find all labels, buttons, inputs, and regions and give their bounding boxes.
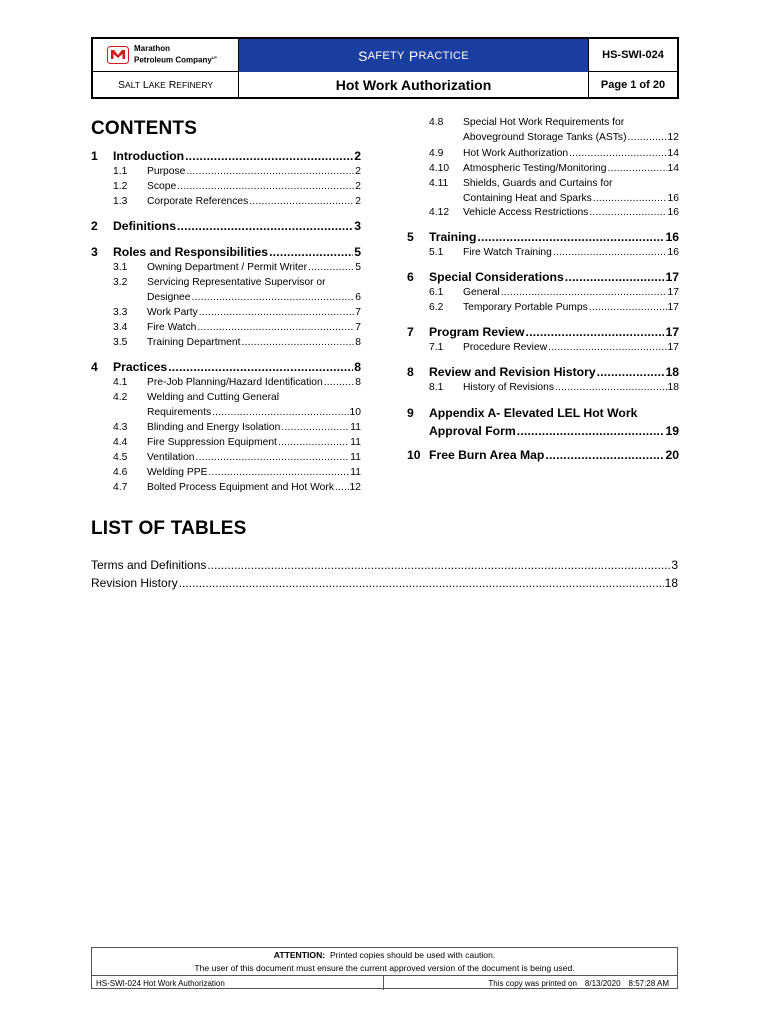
toc-leader xyxy=(597,365,665,379)
company-name xyxy=(134,45,217,65)
toc-leader xyxy=(593,193,667,204)
toc-page: 12 xyxy=(349,482,361,493)
toc-page: 18 xyxy=(667,382,679,393)
toc-subsection[interactable] xyxy=(429,342,679,353)
toc-number: 1.1 xyxy=(113,166,128,177)
toc-page: 17 xyxy=(665,325,679,339)
attention-notice-line2: The user of this document must ensure the current approved version of the document is being used. xyxy=(194,963,575,973)
toc-subsection[interactable] xyxy=(113,166,361,177)
toc-page: 2 xyxy=(354,149,361,163)
toc-page: 7 xyxy=(355,322,361,333)
toc-subsection[interactable] xyxy=(113,307,361,318)
toc-page: 3 xyxy=(354,219,361,233)
toc-page: 2 xyxy=(355,181,361,192)
toc-number: 1 xyxy=(91,149,98,163)
toc-number: 3.4 xyxy=(113,322,128,333)
document-footer xyxy=(91,947,678,989)
toc-leader xyxy=(565,270,665,284)
toc-number: 1.2 xyxy=(113,181,128,192)
toc-number: 8.1 xyxy=(429,382,444,393)
footer-doc-ref: HS-SWI-024 Hot Work Authorization xyxy=(92,976,384,990)
toc-leader xyxy=(199,307,355,318)
toc-title: Bolted Process Equipment and Hot Work xyxy=(147,482,334,493)
toc-title: Aboveground Storage Tanks (ASTs) xyxy=(463,132,627,143)
site-name: S ALT L AKE R EFINERY xyxy=(93,72,239,97)
toc-leader xyxy=(196,452,350,463)
toc-section[interactable] xyxy=(407,424,679,438)
toc-leader xyxy=(548,342,666,353)
toc-page: 16 xyxy=(667,247,679,258)
toc-subsection[interactable] xyxy=(113,452,361,463)
toc-subsection[interactable] xyxy=(429,148,679,159)
toc-number: 6 xyxy=(407,270,414,284)
page-number: Page 1 of 20 xyxy=(600,78,666,91)
toc-title: Containing Heat and Sparks xyxy=(463,193,592,204)
toc-title: Work Party xyxy=(147,307,198,318)
toc-page: 14 xyxy=(667,148,679,159)
toc-leader xyxy=(269,245,353,259)
table-entry[interactable] xyxy=(91,558,678,572)
toc-leader xyxy=(197,322,354,333)
toc-leader xyxy=(212,407,348,418)
toc-title: Vehicle Access Restrictions xyxy=(463,207,589,218)
toc-number: 8 xyxy=(407,365,414,379)
toc-leader xyxy=(553,247,667,258)
marathon-logo-icon xyxy=(107,46,129,64)
toc-leader xyxy=(569,148,666,159)
toc-leader xyxy=(278,437,349,448)
toc-number: 4.3 xyxy=(113,422,128,433)
toc-leader xyxy=(607,163,666,174)
toc-leader xyxy=(477,230,664,244)
toc-leader xyxy=(517,424,665,438)
toc-leader xyxy=(545,448,664,462)
toc-page: 16 xyxy=(667,207,679,218)
toc-section[interactable] xyxy=(407,365,679,379)
toc-number: 3.1 xyxy=(113,262,128,273)
table-entry-page: 18 xyxy=(664,576,678,590)
toc-number: 4.4 xyxy=(113,437,128,448)
toc-number: 4.11 xyxy=(429,178,449,189)
toc-number: 3 xyxy=(91,245,98,259)
toc-number: 4.6 xyxy=(113,467,128,478)
toc-number: 3.2 xyxy=(113,277,128,288)
safety-practice-title: S AFETY P RACTICE xyxy=(239,39,589,72)
toc-page: 8 xyxy=(355,377,361,388)
toc-page: 14 xyxy=(667,163,679,174)
toc-page: 7 xyxy=(355,307,361,318)
toc-section[interactable] xyxy=(91,245,361,259)
toc-number: 1.3 xyxy=(113,196,128,207)
toc-subsection[interactable] xyxy=(113,377,361,388)
toc-subsection[interactable] xyxy=(113,482,361,493)
toc-title: Training Department xyxy=(147,337,241,348)
toc-page: 16 xyxy=(667,193,679,204)
toc-title: Owning Department / Permit Writer xyxy=(147,262,308,273)
toc-leader xyxy=(308,262,354,273)
toc-title: Fire Watch Training xyxy=(463,247,552,258)
toc-title: Servicing Representative Supervisor or xyxy=(147,277,326,288)
table-entry-page: 3 xyxy=(671,558,678,572)
toc-title: Pre-Job Planning/Hazard Identification xyxy=(147,377,323,388)
toc-number: 10 xyxy=(407,448,421,462)
toc-title: History of Revisions xyxy=(463,382,554,393)
toc-subsection[interactable] xyxy=(113,292,361,303)
toc-subsection[interactable] xyxy=(429,193,679,204)
company-line2: Petroleum Company$^{LP}$ xyxy=(134,54,217,65)
toc-leader xyxy=(177,219,353,233)
toc-subsection[interactable] xyxy=(113,422,361,433)
toc-title: Definitions xyxy=(113,219,176,233)
toc-page: 17 xyxy=(667,287,679,298)
toc-number: 5 xyxy=(407,230,414,244)
company-line1: Marathon xyxy=(134,44,170,54)
toc-title: Shields, Guards and Curtains for xyxy=(463,178,613,189)
toc-page: 11 xyxy=(350,452,361,463)
toc-title: Scope xyxy=(147,181,177,192)
toc-section[interactable] xyxy=(407,448,679,462)
toc-leader xyxy=(177,181,354,192)
toc-title-line1 xyxy=(407,406,637,420)
toc-leader xyxy=(241,337,354,348)
toc-title: General xyxy=(463,287,500,298)
toc-page: 5 xyxy=(355,262,361,273)
toc-number: 4.10 xyxy=(429,163,450,174)
toc-leader xyxy=(281,422,349,433)
toc-title: Requirements xyxy=(147,407,212,418)
toc-title: Review and Revision History xyxy=(429,365,596,379)
toc-title: Temporary Portable Pumps xyxy=(463,302,588,313)
toc-number: 4.8 xyxy=(429,117,444,128)
toc-number: 3.3 xyxy=(113,307,128,318)
toc-subsection[interactable] xyxy=(113,181,361,192)
toc-title: Ventilation xyxy=(147,452,195,463)
toc-subsection[interactable] xyxy=(113,262,361,273)
toc-leader xyxy=(186,166,354,177)
toc-leader xyxy=(589,207,666,218)
toc-number: 4.2 xyxy=(113,392,128,403)
toc-subsection[interactable] xyxy=(429,247,679,258)
toc-page: 17 xyxy=(667,302,679,313)
toc-title: Fire Watch xyxy=(147,322,197,333)
toc-subsection[interactable] xyxy=(113,337,361,348)
toc-leader xyxy=(208,467,349,478)
footer-print-info: This copy was printed on 8/13/2020 8:57:28 AM xyxy=(488,978,669,988)
table-entry-title: Revision History xyxy=(91,576,178,590)
toc-title: Program Review xyxy=(429,325,525,339)
toc-number: 4.7 xyxy=(113,482,128,493)
toc-subsection[interactable] xyxy=(429,207,679,218)
table-entry-title: Terms and Definitions xyxy=(91,558,207,572)
toc-subsection[interactable] xyxy=(429,382,679,393)
toc-title: Corporate References xyxy=(147,196,249,207)
toc-section[interactable] xyxy=(407,325,679,339)
document-header xyxy=(91,37,679,99)
toc-title: Roles and Responsibilities xyxy=(113,245,269,259)
toc-subsection[interactable] xyxy=(113,437,361,448)
toc-title-line1 xyxy=(113,277,326,288)
toc-number: 6.1 xyxy=(429,287,444,298)
list-of-tables-heading: LIST OF TABLES xyxy=(91,518,247,539)
toc-subsection[interactable] xyxy=(113,322,361,333)
toc-page: 11 xyxy=(350,422,361,433)
toc-title-line1 xyxy=(429,117,625,128)
company-logo xyxy=(93,39,239,72)
attention-notice: ATTENTION: Printed copies should be used with caution. xyxy=(273,950,496,960)
toc-title: Approval Form xyxy=(429,424,516,438)
toc-title: Free Burn Area Map xyxy=(429,448,545,462)
toc-number: 4.9 xyxy=(429,148,444,159)
toc-number: 4.1 xyxy=(113,377,128,388)
toc-leader xyxy=(324,377,355,388)
toc-page: 8 xyxy=(355,337,361,348)
toc-title: Designee xyxy=(147,292,191,303)
toc-section[interactable] xyxy=(91,219,361,233)
toc-title: Welding and Cutting General xyxy=(147,392,280,403)
toc-page: 6 xyxy=(355,292,361,303)
toc-number: 5.1 xyxy=(429,247,444,258)
toc-number: 6.2 xyxy=(429,302,444,313)
toc-leader xyxy=(185,149,353,163)
toc-subsection[interactable] xyxy=(113,467,361,478)
toc-subsection[interactable] xyxy=(429,132,679,143)
contents-heading: CONTENTS xyxy=(91,118,198,139)
toc-page: 18 xyxy=(665,365,679,379)
toc-page: 12 xyxy=(667,132,679,143)
toc-title: Special Hot Work Requirements for xyxy=(463,117,625,128)
toc-subsection[interactable] xyxy=(113,196,361,207)
toc-page: 11 xyxy=(350,467,361,478)
toc-leader xyxy=(628,132,667,143)
toc-title: Blinding and Energy Isolation xyxy=(147,422,281,433)
toc-title: Hot Work Authorization xyxy=(463,148,569,159)
toc-page: 5 xyxy=(354,245,361,259)
toc-subsection[interactable] xyxy=(429,302,679,313)
toc-leader xyxy=(501,287,667,298)
toc-title: Atmospheric Testing/Monitoring xyxy=(463,163,607,174)
toc-number: 3.5 xyxy=(113,337,128,348)
toc-title: Practices xyxy=(113,360,168,374)
toc-page: 16 xyxy=(665,230,679,244)
toc-leader xyxy=(526,325,665,339)
toc-leader xyxy=(192,292,355,303)
toc-title: Appendix A- Elevated LEL Hot Work xyxy=(429,406,638,420)
toc-number: 7.1 xyxy=(429,342,444,353)
toc-number: 9 xyxy=(407,406,414,420)
toc-page: 2 xyxy=(355,166,361,177)
toc-page: 20 xyxy=(665,448,679,462)
toc-title: Special Considerations xyxy=(429,270,564,284)
toc-subsection[interactable] xyxy=(429,163,679,174)
toc-page: 19 xyxy=(665,424,679,438)
toc-page: 17 xyxy=(667,342,679,353)
toc-section[interactable] xyxy=(91,360,361,374)
footer-bar xyxy=(92,975,677,990)
toc-number: 4.12 xyxy=(429,207,450,218)
toc-page: 17 xyxy=(665,270,679,284)
toc-page: 10 xyxy=(349,407,361,418)
toc-leader xyxy=(589,302,667,313)
toc-page: 11 xyxy=(350,437,361,448)
toc-page: 8 xyxy=(354,360,361,374)
toc-number: 2 xyxy=(91,219,98,233)
toc-subsection[interactable] xyxy=(429,287,679,298)
toc-number: 7 xyxy=(407,325,414,339)
toc-number: 4 xyxy=(91,360,98,374)
toc-section[interactable] xyxy=(407,230,679,244)
toc-page: 2 xyxy=(355,196,361,207)
doc-subtitle: Hot Work Authorization xyxy=(239,72,589,97)
toc-subsection[interactable] xyxy=(113,407,361,418)
toc-title: Fire Suppression Equipment xyxy=(147,437,277,448)
toc-section[interactable] xyxy=(91,149,361,163)
toc-title-line1 xyxy=(113,392,280,403)
toc-leader xyxy=(168,360,353,374)
toc-title: Training xyxy=(429,230,477,244)
toc-leader xyxy=(555,382,667,393)
toc-title: Procedure Review xyxy=(463,342,548,353)
toc-title: Welding PPE xyxy=(147,467,208,478)
toc-number: 4.5 xyxy=(113,452,128,463)
toc-section[interactable] xyxy=(407,270,679,284)
doc-id: HS-SWI-024 xyxy=(589,39,677,72)
toc-title: Purpose xyxy=(147,166,186,177)
toc-title-line1 xyxy=(429,178,613,189)
toc-leader xyxy=(335,482,349,493)
table-entry[interactable] xyxy=(91,576,678,590)
toc-leader xyxy=(249,196,354,207)
toc-title: Introduction xyxy=(113,149,185,163)
